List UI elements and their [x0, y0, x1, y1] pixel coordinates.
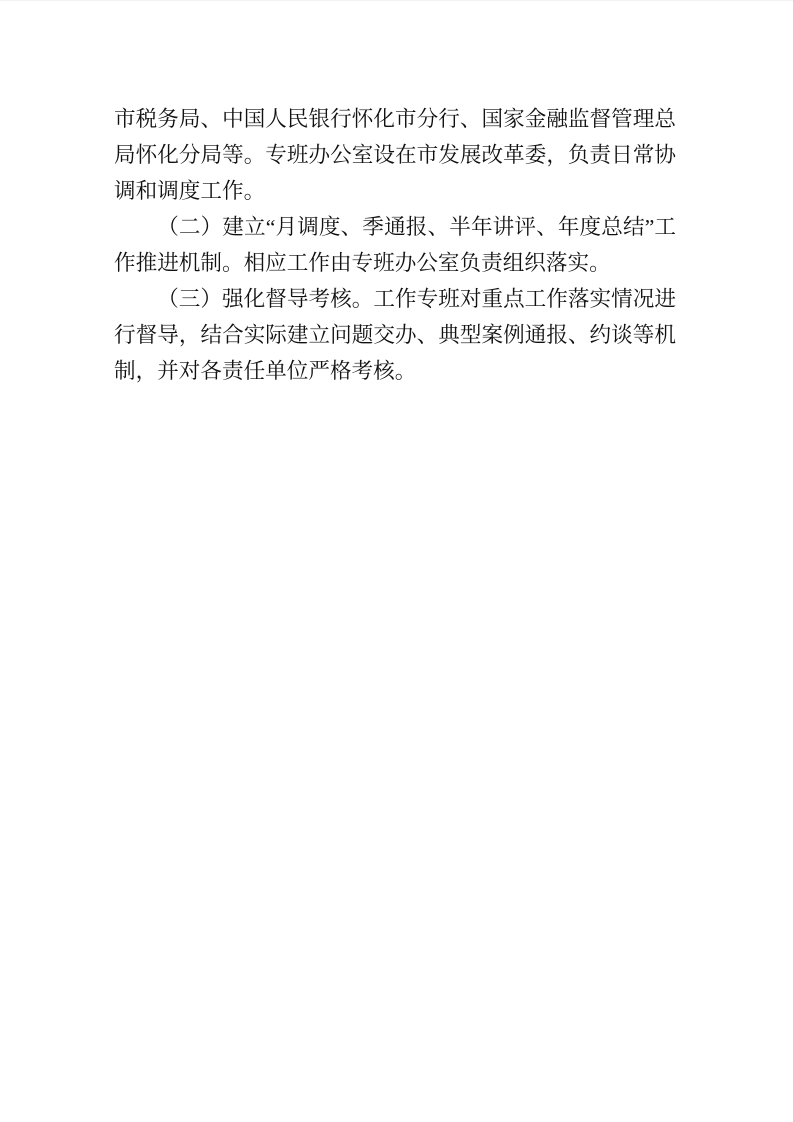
paragraph-item-two: （二）建立“月调度、季通报、半年讲评、年度总结”工作推进机制。相应工作由专班办公室负责组织落实。: [114, 215, 676, 275]
paragraph-continuation: 市税务局、中国人民银行怀化市分行、国家金融监督管理总局怀化分局等。专班办公室设在市发展改革委，负责日常协调和调度工作。: [114, 107, 676, 203]
paragraph-item-three: （三）强化督导考核。工作专班对重点工作落实情况进行督导，结合实际建立问题交办、典型案例通报、约谈等机制，并对各责任单位严格考核。: [114, 287, 676, 383]
document-body-text: [114, 101, 676, 389]
